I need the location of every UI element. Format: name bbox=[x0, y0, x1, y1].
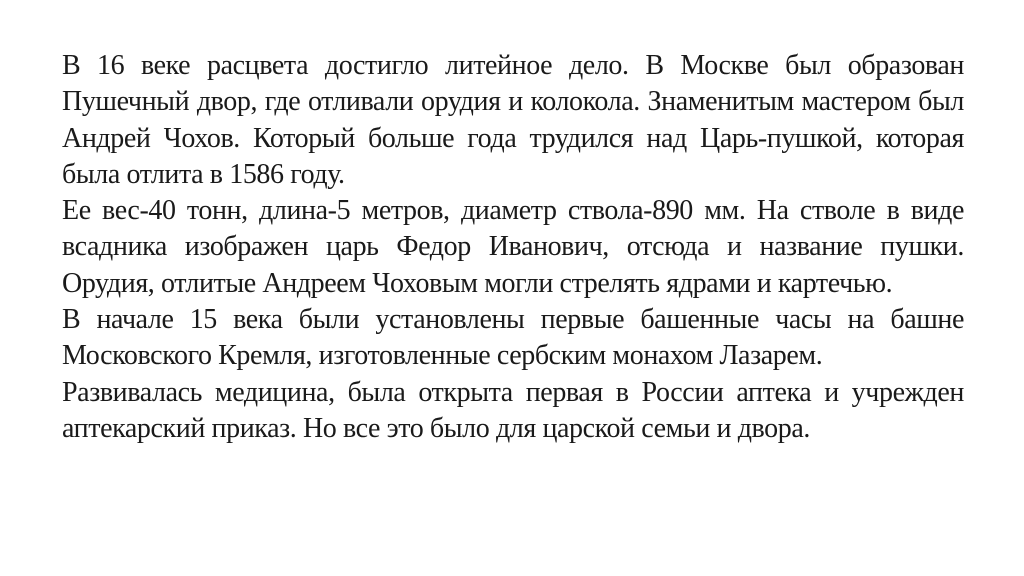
paragraph-tsar-cannon: Ее вес-40 тонн, длина-5 метров, диаметр ствола-890 мм. На стволе в виде всадника изображен царь Федор Иванович, отсюда и название пушки. Орудия, отлитые Андреем Чоховым могли стрелять ядрами и картечью. bbox=[62, 195, 964, 299]
paragraph-medicine: Развивалась медицина, была открыта первая в России аптека и учрежден аптекарский приказ. Но все это было для царской семьи и двора. bbox=[62, 376, 964, 444]
text-body bbox=[62, 48, 964, 447]
paragraph-foundry: В 16 веке расцвета достигло литейное дело. В Москве был образован Пушечный двор, где отливали орудия и колокола. Знаменитым мастером был Андрей Чохов. Который больше года трудился над Царь-пушкой, которая была отлита в 1586 году. bbox=[62, 50, 964, 190]
paragraph-tower-clock: В начале 15 века были установлены первые башенные часы на башне Московского Кремля, изготовленные сербским монахом Лазарем. bbox=[62, 304, 964, 372]
